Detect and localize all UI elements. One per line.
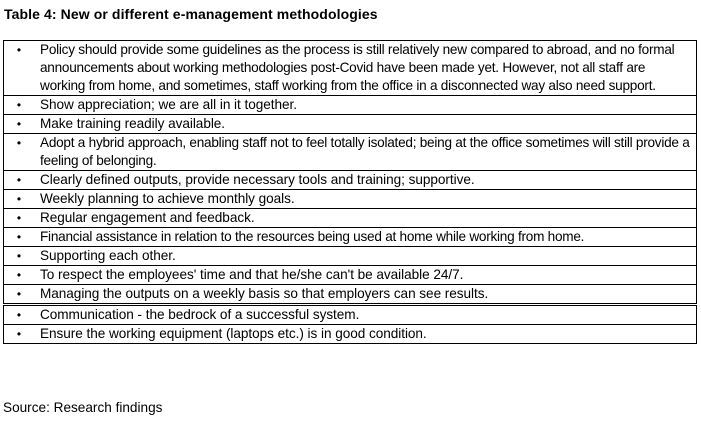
table-row bbox=[3, 227, 697, 247]
row-text: Communication - the bedrock of a successful system. bbox=[40, 307, 360, 322]
bullet-icon: • bbox=[16, 43, 22, 57]
table-row bbox=[3, 95, 697, 115]
bullet-icon: • bbox=[16, 287, 22, 301]
table-row bbox=[3, 40, 697, 96]
row-text: Adopt a hybrid approach, enabling staff not to feel totally isolated; being at the office sometimes will still provide a feeling of belonging. bbox=[40, 135, 690, 168]
table-row bbox=[3, 265, 697, 285]
table-row bbox=[3, 133, 697, 171]
row-text: Show appreciation; we are all in it together. bbox=[40, 97, 297, 112]
row-text: Supporting each other. bbox=[40, 248, 176, 263]
table-row bbox=[3, 170, 697, 190]
methodologies-table bbox=[3, 40, 697, 344]
table-row bbox=[3, 114, 697, 134]
bullet-icon: • bbox=[16, 230, 22, 244]
table-row bbox=[3, 305, 697, 325]
row-text: Weekly planning to achieve monthly goals. bbox=[40, 191, 295, 206]
bullet-icon: • bbox=[16, 98, 22, 112]
bullet-icon: • bbox=[16, 249, 22, 263]
row-text: Managing the outputs on a weekly basis so that employers can see results. bbox=[40, 286, 489, 301]
table-row bbox=[3, 284, 697, 304]
source-note: Source: Research findings bbox=[3, 400, 163, 415]
bullet-icon: • bbox=[16, 308, 22, 322]
bullet-icon: • bbox=[16, 173, 22, 187]
bullet-icon: • bbox=[16, 117, 22, 131]
bullet-icon: • bbox=[16, 327, 22, 341]
table-caption: Table 4: New or different e-management methodologies bbox=[4, 6, 378, 22]
table-row bbox=[3, 208, 697, 228]
row-text: Regular engagement and feedback. bbox=[40, 210, 255, 225]
row-text: Financial assistance in relation to the resources being used at home while working from home. bbox=[40, 229, 585, 244]
row-text: Policy should provide some guidelines as the process is still relatively new compared to abroad, and no formal announcements about working methodologies post-Covid have been made yet. However, not all staff are working from home, and sometimes, staff working from the office in a disconnected way also need support. bbox=[40, 42, 675, 93]
bullet-icon: • bbox=[16, 192, 22, 206]
row-text: Make training readily available. bbox=[40, 116, 226, 131]
bullet-icon: • bbox=[16, 268, 22, 282]
table-row bbox=[3, 189, 697, 209]
row-text: Ensure the working equipment (laptops etc.) is in good condition. bbox=[40, 326, 427, 341]
bullet-icon: • bbox=[16, 136, 22, 150]
row-text: Clearly defined outputs, provide necessary tools and training; supportive. bbox=[40, 172, 475, 187]
table-row bbox=[3, 246, 697, 266]
bullet-icon: • bbox=[16, 211, 22, 225]
table-row bbox=[3, 324, 697, 344]
row-text: To respect the employees' time and that he/she can't be available 24/7. bbox=[40, 267, 464, 282]
